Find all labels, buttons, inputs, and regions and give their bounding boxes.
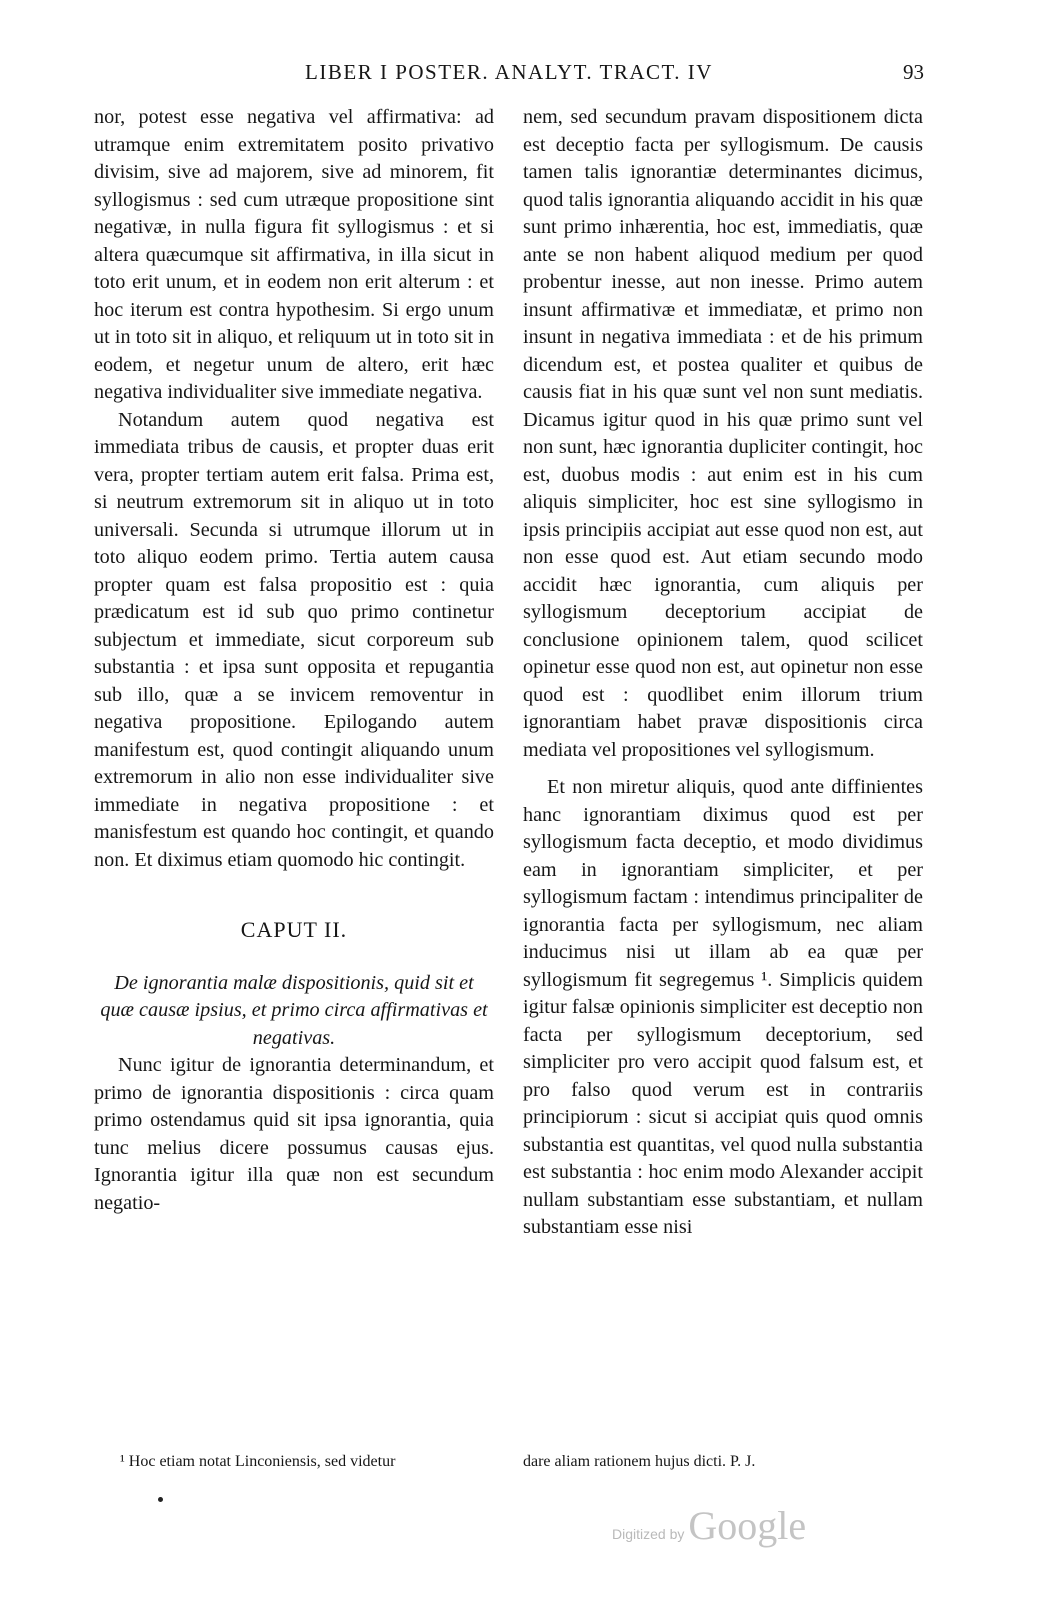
left-paragraph-1: nor, potest esse negativa vel affirmativa: ad utramque enim extremitatem posito privativo divisim, sive ad majorem, sive ad minorem, fit syllogismus : sed cum utræque propositione sint negativæ, in nulla figura fit syllogismus : et si altera quæcumque sit affirmativa, in illa sicut in toto erit unum, et in eodem non erit alterum : et hoc iterum est contra hypothesim. Si ergo unum ut in toto sit in aliquo, et reliquum ut in toto sit in eodem, et negetur unum de altero, erit hæc negativa individualiter sive immediate negativa. xyxy=(94,106,494,403)
left-paragraph-3: Nunc igitur de ignorantia determinandum, et primo de ignorantia dispositionis : circa quam primo ostendamus quid sit ipsa ignorantia, quia tunc melius dicere possumus causas ejus. Ignorantia igitur illa quæ non est secundum negatio- xyxy=(94,1054,494,1214)
digitized-watermark xyxy=(612,1502,806,1552)
right-paragraph-2: Et non miretur aliquis, quod ante diffinientes hanc ignorantiam diximus quod est per syllogismum facta deceptio, et modo dividimus eam in ignorantiam simpliciter, et per syllogismum factam : intendimus principaliter de ignorantia facta per syllogismum, nec aliam inducimus nisi ut illam ab ea quæ per syllogismum fit segregemus ¹. Simplicis quidem igitur falsæ opinionis simpliciter est deceptio non facta per syllogismum deceptorium, sed simpliciter pro vero accipit quod falsum est, et pro falso quod verum est in contrariis principiorum : sicut si accipiat quis quod omnis substantia est quantitas, vel quod nulla substantia est substantia : hoc enim modo Alexander accipit nullam substantiam esse substantiam, et nullam substantiam esse nisi xyxy=(523,776,923,1238)
right-column xyxy=(523,104,923,1242)
page-number: 93 xyxy=(903,60,924,84)
footnote-left: ¹ Hoc etiam notat Linconiensis, sed videtur xyxy=(120,1453,396,1470)
watermark-prefix: Digitized by xyxy=(612,1526,685,1542)
google-logo: Google xyxy=(688,1503,807,1548)
left-paragraph-2: Notandum autem quod negativa est immediata tribus de causis, et propter duas erit vera, propter tertiam autem erit falsa. Prima est, si neutrum extremorum sit in aliquo ut in toto universali. Secunda si utrumque illorum ut in toto aliquo eodem primo. Tertia autem causa propter quam est falsa propositio est : quia prædicatum est id sub quo primo continetur subjectum et immediate, sicut corporeum sub substantia : et ipsa sunt opposita et repugantia sub illo, quæ a se invicem removentur in negativa propositione. Epilogando autem manifestum est, quod contingit aliquando unum extremorum in alio non esse individualiter sive immediate in negativa propositione : et manisfestum est quando hoc contingit, et quando non. Et diximus etiam quomodo hic contingit. xyxy=(94,408,494,871)
running-title: LIBER I POSTER. ANALYT. TRACT. IV xyxy=(305,60,713,84)
running-header xyxy=(94,60,924,96)
left-column xyxy=(94,104,494,1217)
chapter-subtitle: De ignorantia malæ dispositionis, quid sit et quæ causæ ipsius, et primo circa affirmativas et negativas. xyxy=(100,971,488,1049)
ink-speck xyxy=(158,1497,163,1502)
footnote-right: dare aliam rationem hujus dicti. P. J. xyxy=(523,1453,756,1470)
chapter-title: CAPUT II. xyxy=(240,917,348,942)
right-paragraph-1: nem, sed secundum pravam dispositionem dicta est deceptio facta per syllogismum. De causis tamen talis ignorantiæ determinantes dicimus, quod talis ignorantia aliquando accidit in his quæ sunt primo inhærentia, hoc est, immediatis, quæ ante se non habent aliquod medium per quod probentur inesse, aut non inesse. Primo autem insunt affirmativæ et immediatæ, et primo non insunt in negativa immediata : et de his primum dicendum est, et postea qualiter et quibus de causis fiat in his quæ sunt vel non sunt mediatis. Dicamus igitur quod in his quæ primo sunt vel non sunt, hæc ignorantia dupliciter contingit, hoc est, duobus modis : aut enim est in his cum aliquis simpliciter, hoc est sine syllogismo in ipsis principiis accipiat aut esse quod non est, aut non esse quod est. Aut etiam secundo modo accidit hæc ignorantia, cum aliquis per syllogismum deceptorium accipiat de conclusione opinionem talem, quod scilicet opinetur esse quod non est, aut opinetur non esse quod est : quodlibet enim illorum trium ignorantiam habet pravæ dispositionis circa mediata vel propositiones vel syllogismum. xyxy=(523,106,923,761)
